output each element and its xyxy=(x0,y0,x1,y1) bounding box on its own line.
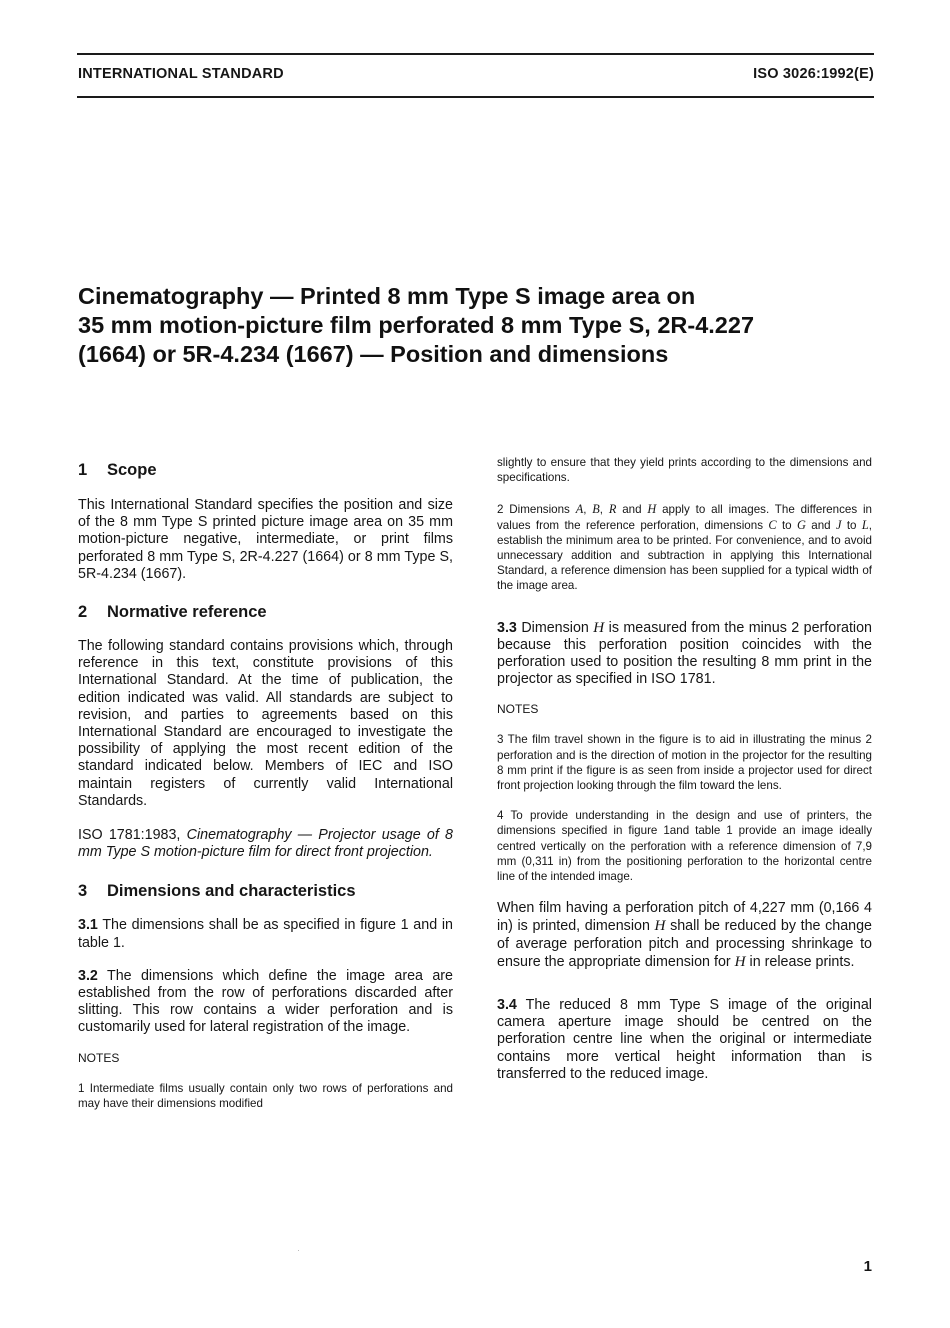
note-2-text: , xyxy=(599,503,609,517)
section-3-heading xyxy=(78,881,453,901)
dimension-var: B xyxy=(592,502,600,517)
left-column xyxy=(78,458,453,1111)
section-2-heading xyxy=(78,602,453,622)
reference-title: Cinematography — Projector usage of 8 mm Type S motion-picture film for direct front projection. xyxy=(78,827,453,861)
notes-label: NOTES xyxy=(497,702,539,717)
scope-paragraph: This International Standard specifies the position and size of the 8 mm Type S printed picture image area on 35 mm motion-picture negative, intermediate, or print films perforated 8 mm Type S, 2R-4.227 (1664) or 8 mm Type S, 5R-4.234 (1667). xyxy=(78,497,453,582)
note-3: 3 The film travel shown in the figure is to aid in illustrating the minus 2 perforation and is the direction of motion in the projector for the resulting 8 mm print if the figure is as seen from inside a projector used for direct front projection looking through the film toward the lens. xyxy=(497,733,872,793)
paragraph-text: in release prints. xyxy=(745,953,855,970)
iso-1781-reference xyxy=(78,827,453,861)
pitch-paragraph xyxy=(497,900,872,971)
title-line-2: 35 mm motion-picture film perforated 8 mm Type S, 2R-4.227 xyxy=(78,312,755,338)
note-2 xyxy=(497,502,872,593)
document-title xyxy=(78,282,878,369)
dimension-var: H xyxy=(654,917,666,935)
note-4: 4 To provide understanding in the design and use of printers, the dimensions specified in figure 1and table 1 provide an image ideally centred vertically on the perforation with a reference dimension of 7,9 mm (0,311 in) from the positioning perforation to the horizontal centre line of the intended image. xyxy=(497,809,872,884)
note-2-text: apply to all images. The differences in values from the reference perforation, dimensions xyxy=(497,503,872,532)
normative-reference-paragraph: The following standard contains provisions which, through reference in this text, constitute provisions of this International Standard. At the time of publication, the edition indicated was valid. All standards are subject to revision, and parties to agreements based on this International Standard are encouraged to investigate the possibility of applying the most recent edition of the standard indicated below. Members of IEC and ISO maintain registers of currently valid International Standards. xyxy=(78,638,453,809)
right-column xyxy=(497,455,872,1083)
notes-label: NOTES xyxy=(78,1050,120,1065)
clause-3-3 xyxy=(497,619,872,689)
dimension-var: H xyxy=(647,502,657,517)
dimension-var: R xyxy=(608,502,617,517)
title-line-3: (1664) or 5R-4.234 (1667) — Position and dimensions xyxy=(78,341,669,367)
dimension-var: L xyxy=(861,517,869,532)
clause-number: 3.1 xyxy=(78,917,98,934)
section-1-heading xyxy=(78,460,453,480)
clause-3-2 xyxy=(78,968,453,1037)
paragraph-text: shall be reduced by the change of average perforation pitch and processing shrinkage to ensure the appropriate dimension for xyxy=(497,918,872,970)
clause-number: 3.4 xyxy=(497,997,517,1014)
dimension-var: C xyxy=(768,517,777,532)
clause-3-1 xyxy=(78,917,453,951)
dimension-var: H xyxy=(593,618,605,636)
section-number: 1 xyxy=(78,461,88,479)
section-number: 2 xyxy=(78,603,88,622)
dimension-var: H xyxy=(734,952,746,970)
note-2-text: and xyxy=(805,518,836,532)
clause-number: 3.2 xyxy=(78,967,98,984)
section-title: Dimensions and characteristics xyxy=(107,882,356,901)
section-title: Scope xyxy=(107,461,157,479)
note-2-text: 2 Dimensions xyxy=(497,503,576,517)
note-1: 1 Intermediate films usually contain only two rows of perforations and may have their dimensions modified xyxy=(78,1081,453,1110)
title-line-1: Cinematography — Printed 8 mm Type S image area on xyxy=(78,283,696,309)
paragraph-text: When film having a perforation pitch of 4,227 mm (0,166 4 in) is printed, dimension xyxy=(497,900,872,935)
reference-id: ISO 1781:1983, xyxy=(78,827,181,844)
note-1-continued: slightly to ensure that they yield prints according to the dimensions and specifications. xyxy=(497,456,872,485)
note-2-text: , establish the minimum area to be printed. For convenience, and to avoid unnecessary addition and subtraction in applying this International Standard, a reference dimension has been supplied for a typical width of the image area. xyxy=(497,518,872,593)
document-type-label: INTERNATIONAL STANDARD xyxy=(78,66,284,82)
scan-speck xyxy=(298,1250,299,1251)
clause-number: 3.3 xyxy=(497,619,517,636)
header-bottom-rule xyxy=(77,96,874,98)
clause-text: The reduced 8 mm Type S image of the original camera aperture image should be centred on the perforation centre line when the original or intermediate contains more vertical height information than is transferred to the reduced image. xyxy=(497,997,872,1082)
dimension-var: J xyxy=(836,517,842,532)
clause-text: The dimensions which define the image area are established from the row of perforations discarded after slitting. This row contains a wider perforation and is customarily used for lateral registration of the image. xyxy=(78,967,454,1036)
page-number: 1 xyxy=(863,1258,872,1275)
dimension-var: A xyxy=(575,502,584,517)
clause-3-4 xyxy=(497,997,872,1083)
header-top-rule xyxy=(77,53,874,55)
note-2-text: and xyxy=(616,503,648,517)
dimension-var: G xyxy=(797,517,806,532)
clause-text: is measured from the minus 2 perforation because this perforation position coincides with the perforation used to position the resulting 8 mm print in the projector as specified in ISO 1781. xyxy=(497,619,872,688)
section-number: 3 xyxy=(78,882,88,901)
note-2-text: to xyxy=(841,518,862,532)
note-2-text: , xyxy=(583,503,593,517)
clause-text: Dimension xyxy=(521,619,594,636)
clause-text: The dimensions shall be as specified in figure 1 and in table 1. xyxy=(78,917,453,951)
standard-number: ISO 3026:1992(E) xyxy=(753,66,874,82)
note-2-text: to xyxy=(776,518,798,532)
section-title: Normative reference xyxy=(107,603,267,622)
